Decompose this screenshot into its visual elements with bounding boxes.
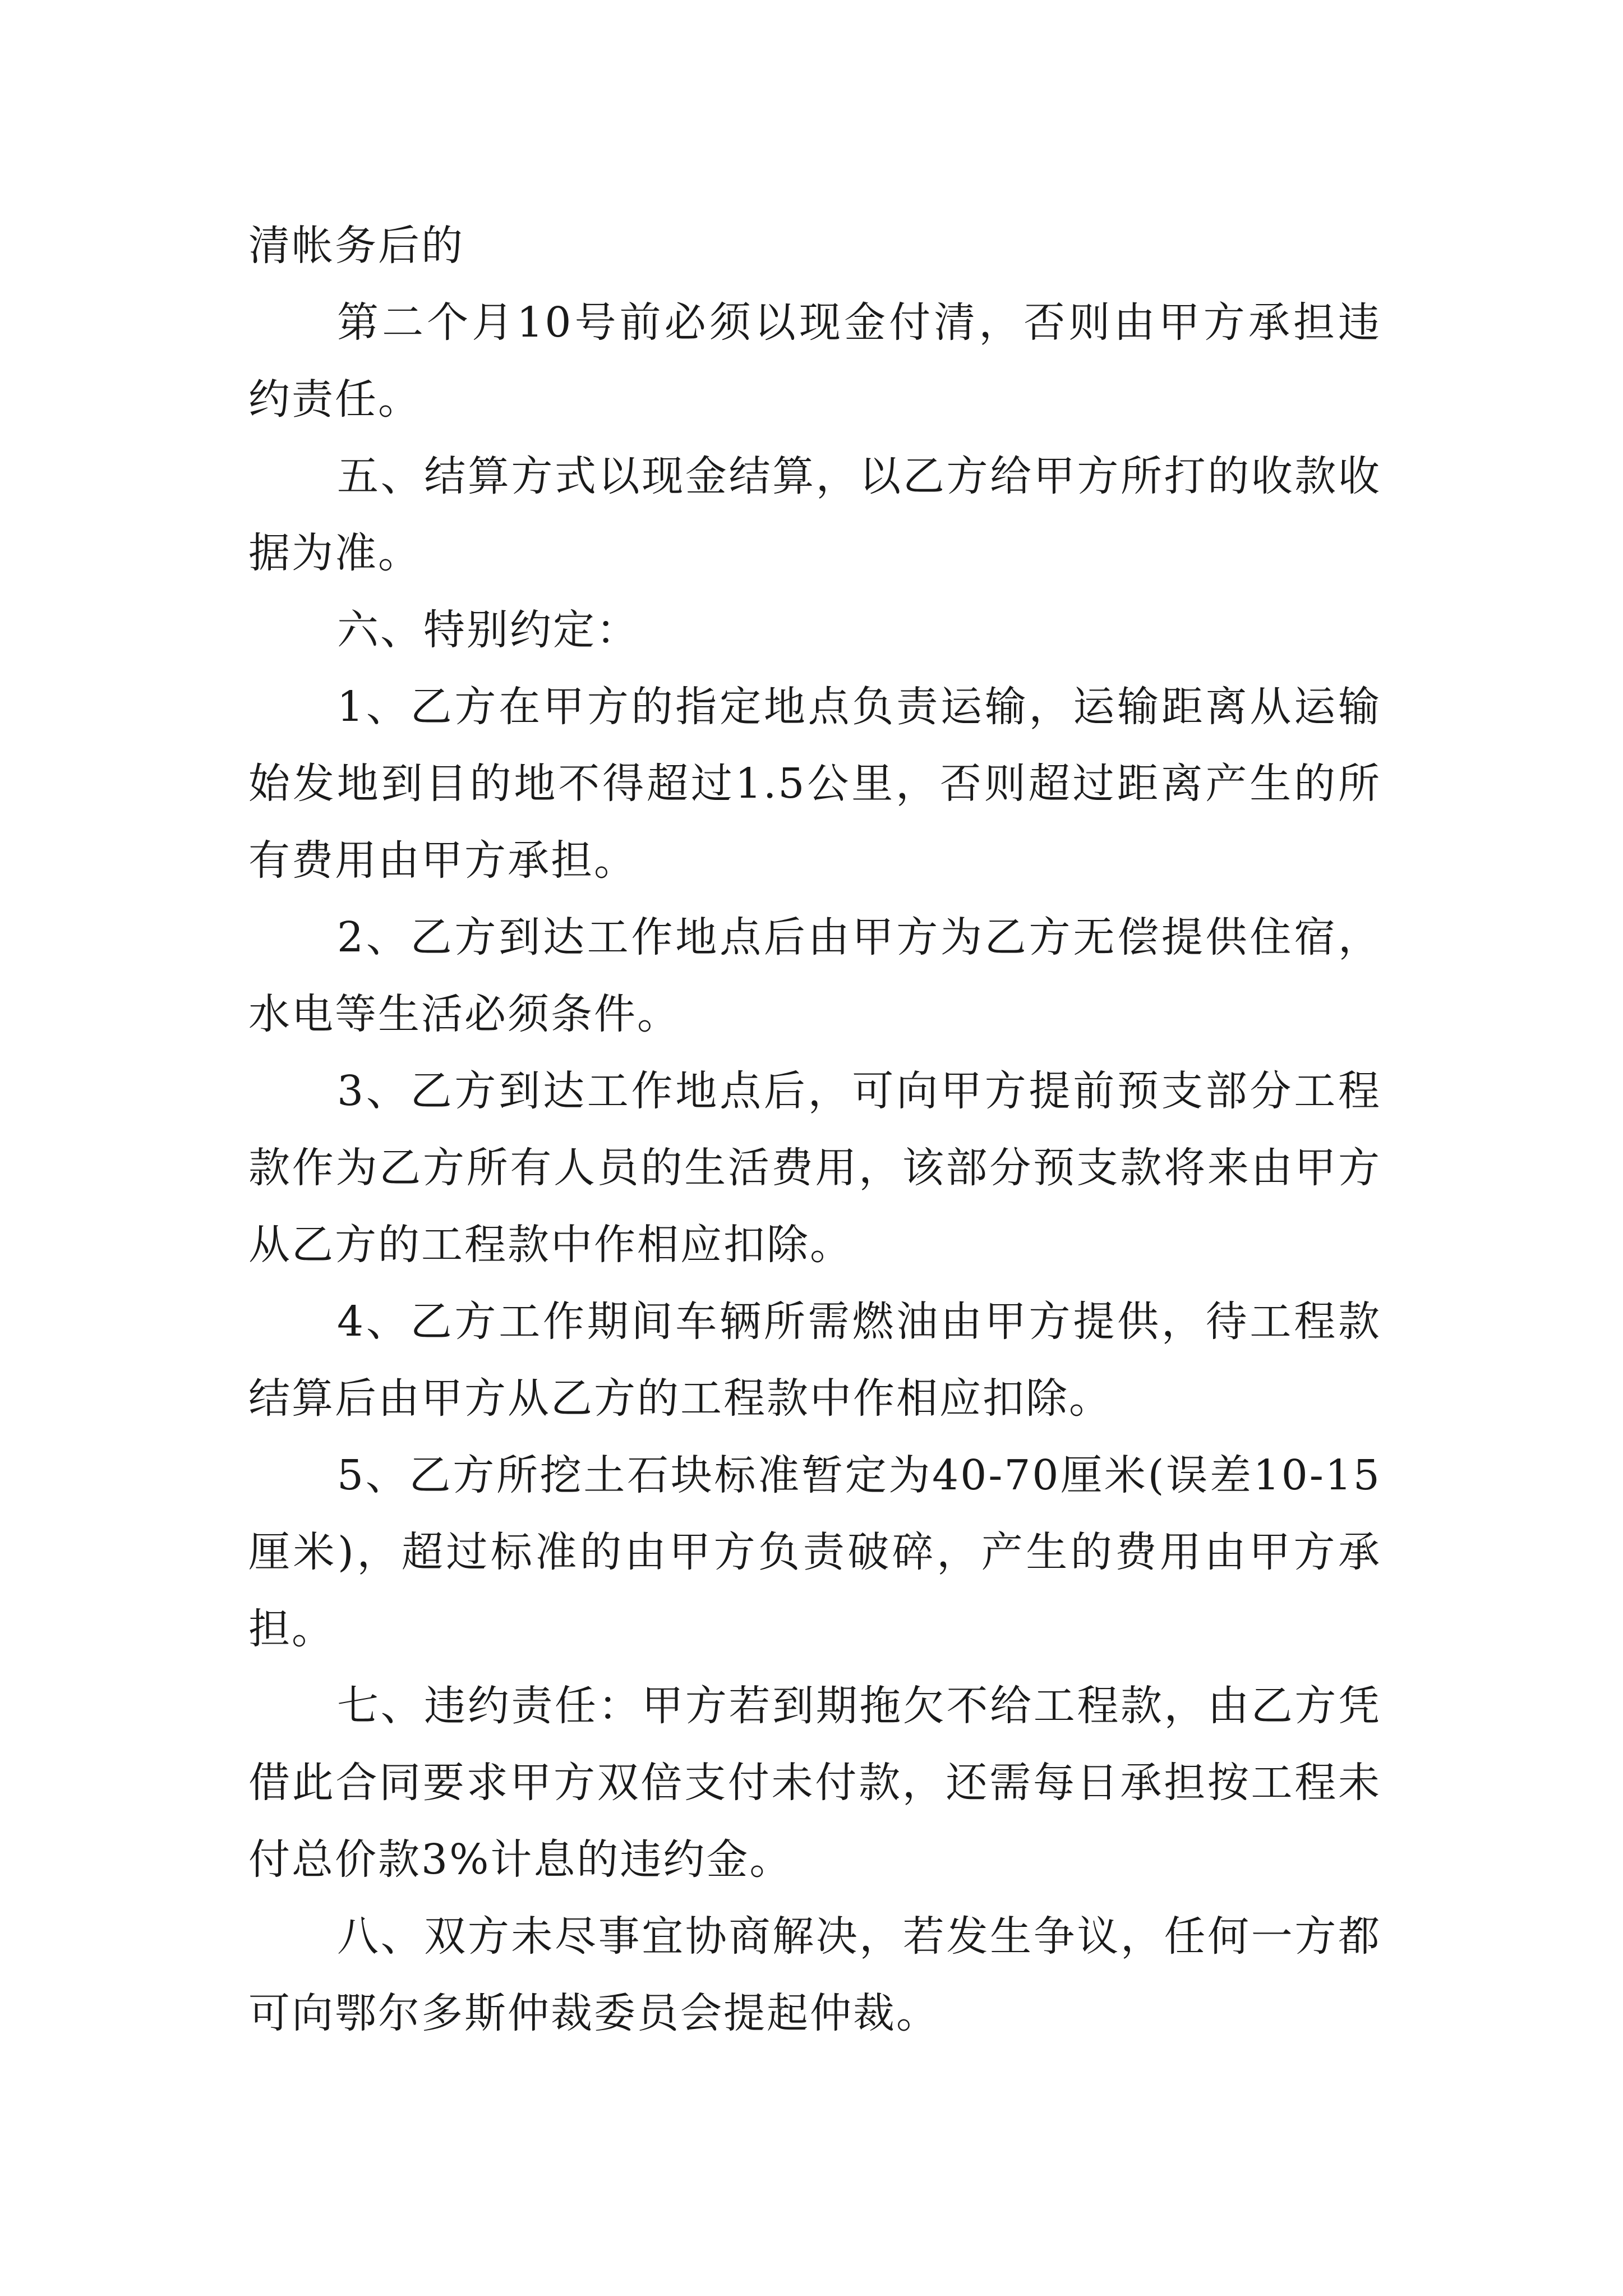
- paragraph-continuation: 清帐务后的: [248, 222, 464, 270]
- paragraph-term-2: 2、乙方到达工作地点后由甲方为乙方无偿提供住宿，水电等生活必须条件。: [248, 913, 1381, 1038]
- paragraph-term-3: 3、乙方到达工作地点后，可向甲方提前预支部分工程款作为乙方所有人员的生活费用，该部分预支款将来由甲方从乙方的工程款中作相应扣除。: [248, 1067, 1381, 1269]
- paragraph-payment-deadline: 第二个月10号前必须以现金付清，否则由甲方承担违约责任。: [248, 298, 1381, 424]
- paragraph-liability: 七、违约责任：甲方若到期拖欠不给工程款，由乙方凭借此合同要求甲方双倍支付未付款，还需每日承担按工程未付总价款3%计息的违约金。: [248, 1682, 1381, 1884]
- paragraph-settlement-method: 五、结算方式以现金结算，以乙方给甲方所打的收款收据为准。: [248, 452, 1381, 577]
- paragraph-term-5: 5、乙方所挖土石块标准暂定为40-70厘米(误差10-15厘米)，超过标准的由甲方负责破碎，产生的费用由甲方承担。: [248, 1451, 1381, 1653]
- paragraph-term-4: 4、乙方工作期间车辆所需燃油由甲方提供，待工程款结算后由甲方从乙方的工程款中作相应扣除。: [248, 1297, 1381, 1423]
- document-body: [248, 208, 1381, 2052]
- paragraph-dispute-resolution: 八、双方未尽事宜协商解决，若发生争议，任何一方都可向鄂尔多斯仲裁委员会提起仲裁。: [248, 1912, 1381, 2037]
- paragraph-term-1: 1、乙方在甲方的指定地点负责运输，运输距离从运输始发地到目的地不得超过1.5公里，否则超过距离产生的所有费用由甲方承担。: [248, 683, 1381, 885]
- paragraph-special-terms-heading: 六、特别约定：: [337, 606, 639, 654]
